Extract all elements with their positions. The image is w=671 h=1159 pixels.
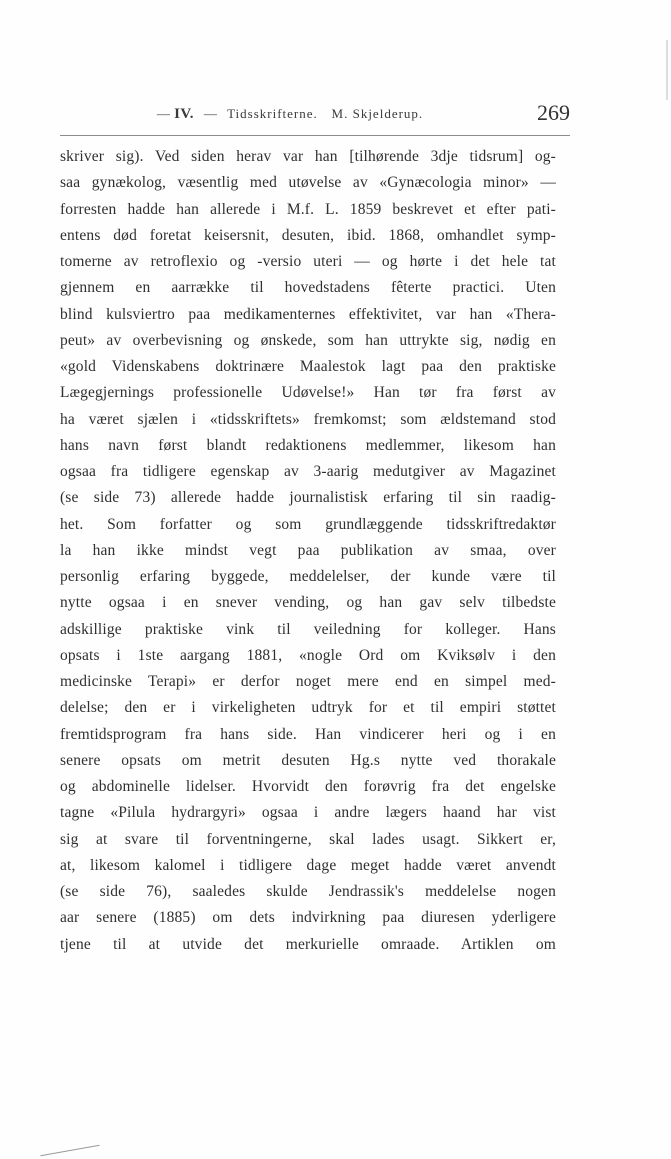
header-rule [60, 135, 570, 136]
text-line: ogsaa fra tidligere egenskap av 3-aarig medutgiver av Magazinet [60, 463, 556, 480]
text-line: (se side 73) allerede hadde journalistisk erfaring til sin raadig- [60, 489, 556, 507]
text-line: gjennem en aarrække til hovedstadens fêterte practici. Uten [60, 279, 556, 297]
text-line: sig at svare til forventningerne, skal lades usagt. Sikkert er, [60, 830, 556, 848]
text-line: aar senere (1885) om dets indvirkning paa diuresen yderligere [60, 909, 556, 927]
body-text [60, 144, 556, 958]
text-line: tomerne av retroflexio og -versio uteri — og hørte i det hele tat [60, 253, 556, 270]
scan-edge-mark [666, 40, 668, 100]
text-line: fremtidsprogram fra hans side. Han vindicerer heri og i en [60, 725, 556, 743]
text-line: skriver sig). Ved siden herav var han [tilhørende 3dje tidsrum] og- [60, 148, 556, 165]
text-line: personlig erfaring byggede, meddelelser, der kunde være til [60, 568, 556, 585]
running-header [60, 100, 570, 134]
header-dash-mid: — [203, 106, 218, 121]
text-line: forresten hadde han allerede i M.f. L. 1859 beskrevet et efter pati- [60, 200, 556, 218]
header-author: M. Skjelderup. [331, 106, 424, 121]
text-line: at, likesom kalomel i tidligere dage meget hadde været anvendt [60, 856, 556, 874]
text-line: tagne «Pilula hydrargyri» ogsaa i andre lægers haand har vist [60, 804, 556, 822]
page-number: 269 [537, 100, 570, 125]
text-line: senere opsats om metrit desuten Hg.s nytte ved thorakale [60, 751, 556, 769]
text-line: peut» av overbevisning og ønskede, som han uttrykte sig, nødig en [60, 331, 556, 349]
text-line: og abdominelle lidelser. Hvorvidt den forøvrig fra det engelske [60, 778, 556, 795]
text-line: Lægegjernings professionelle Udøvelse!» Han tør fra først av [60, 384, 556, 402]
text-line: (se side 76), saaledes skulde Jendrassik's meddelelse nogen [60, 883, 556, 900]
text-line: la han ikke mindst vegt paa publikation av smaa, over [60, 541, 556, 559]
running-header-text [60, 106, 520, 123]
text-line: nytte ogsaa i en snever vending, og han gav selv tilbedste [60, 594, 556, 612]
text-line: entens død foretat keisersnit, desuten, ibid. 1868, omhandlet symp- [60, 226, 556, 244]
text-line: ha været sjælen i «tidsskriftets» fremkomst; som ældstemand stod [60, 410, 556, 428]
text-line: opsats i 1ste aargang 1881, «nogle Ord om Kviksølv i den [60, 646, 556, 664]
text-line: het. Som forfatter og som grundlæggende tidsskriftredaktør [60, 515, 556, 533]
text-line: hans navn først blandt redaktionens medlemmer, likesom han [60, 436, 556, 454]
text-line: blind kulsviertro paa medikamenternes effektivitet, var han «Thera- [60, 305, 556, 323]
header-title: Tidsskrifterne. [227, 106, 318, 121]
text-line: saa gynækolog, væsentlig med utøvelse av «Gynæcologia minor» — [60, 174, 556, 192]
header-volume: IV. [174, 106, 195, 122]
scan-edge-mark [40, 1145, 99, 1156]
header-dash-left: — [156, 106, 171, 121]
text-line: medicinske Terapi» er derfor noget mere end en simpel med- [60, 673, 556, 690]
text-line: adskillige praktiske vink til veiledning for kolleger. Hans [60, 620, 556, 638]
text-line: «gold Videnskabens doktrinære Maalestok lagt paa den praktiske [60, 358, 556, 375]
text-line: tjene til at utvide det merkurielle omraade. Artiklen om [60, 935, 556, 953]
text-line: delelse; den er i virkeligheten udtryk for et til empiri støttet [60, 699, 556, 717]
